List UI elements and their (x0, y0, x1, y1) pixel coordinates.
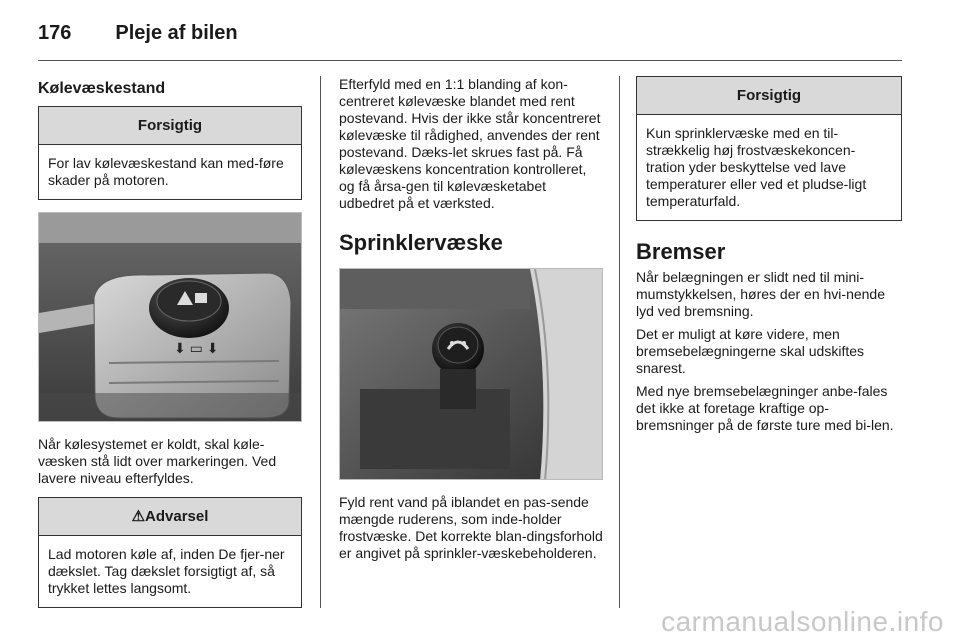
brakes-paragraph-2: Det er muligt at køre videre, men bremsebelægningerne skal udskiftes snarest. (636, 326, 865, 376)
brakes-section-title: Bremser (636, 239, 726, 264)
warning-box-text: Lad motoren køle af, inden De fjer-ner dækslet. Tag dækslet forsigtigt af, så trykket lettes langsomt. (48, 546, 285, 596)
caution-box-title: Forsigtig (637, 77, 901, 115)
caution-box-washer (636, 76, 902, 221)
washer-fluid-section-title: Sprinklervæske (339, 230, 503, 255)
page-title: Pleje af bilen (115, 22, 238, 44)
page-header (38, 22, 238, 45)
header-divider (38, 60, 902, 61)
watermark: carmanualsonline.info (661, 606, 944, 637)
brakes-paragraph-3: Med nye bremsebelægninger anbe-fales det ikke at foretage kraftige op-bremsninger på de første ture med bi-len. (636, 383, 894, 433)
warning-box-coolant (38, 497, 302, 608)
coolant-level-paragraph: Når kølesystemet er koldt, skal køle-væsken stå lidt over markeringen. Ved lavere niveau efterfyldes. (38, 436, 277, 486)
column-3 (636, 76, 902, 434)
column-divider-2 (619, 76, 620, 608)
brakes-paragraph-1: Når belægningen er slidt ned til mini-mumstykkelsen, høres der en hvi-nende lyd ved bremsning. (636, 269, 885, 319)
coolant-section-title: Kølevæskestand (38, 80, 166, 97)
column-2 (339, 76, 603, 562)
warning-box-header (39, 498, 301, 536)
svg-text:⬇ ▭ ⬇: ⬇ ▭ ⬇ (174, 340, 219, 356)
page-number: 176 (38, 22, 72, 44)
washer-fluid-paragraph: Fyld rent vand på iblandet en pas-sende mængde ruderens, som inde-holder frostvæske. Det korrekte blan-dingsforhold er angivet på sprinkler-væskebeholderen. (339, 494, 603, 561)
column-divider-1 (320, 76, 321, 608)
washer-fluid-reservoir-photo (339, 268, 603, 480)
column-1 (38, 76, 302, 618)
caution-box-text: For lav kølevæskestand kan med-føre skader på motoren. (48, 155, 284, 188)
caution-box-text: Kun sprinklervæske med en til-strækkelig høj frostvæskekoncen-tration yder beskyttelse ved lave temperaturer eller ved et pludse-ligt temperaturfald. (646, 125, 867, 209)
warning-triangle-icon: ⚠ (131, 508, 146, 525)
refill-paragraph: Efterfyld med en 1:1 blanding af kon-centreret kølevæske blandet med rent postevand. Hvis der ikke står koncentreret kølevæske til rådighed, anvendes der rent postevand. Dæks-let skrues fast på. Få kølevæskens koncentration kontrolleret, og få årsa-gen til kølevæsketabet udbedret på et værksted. (339, 76, 601, 211)
coolant-reservoir-photo (38, 212, 302, 422)
caution-box-title: Forsigtig (39, 107, 301, 145)
caution-box-coolant (38, 106, 302, 200)
warning-box-title: Advarsel (145, 508, 209, 525)
